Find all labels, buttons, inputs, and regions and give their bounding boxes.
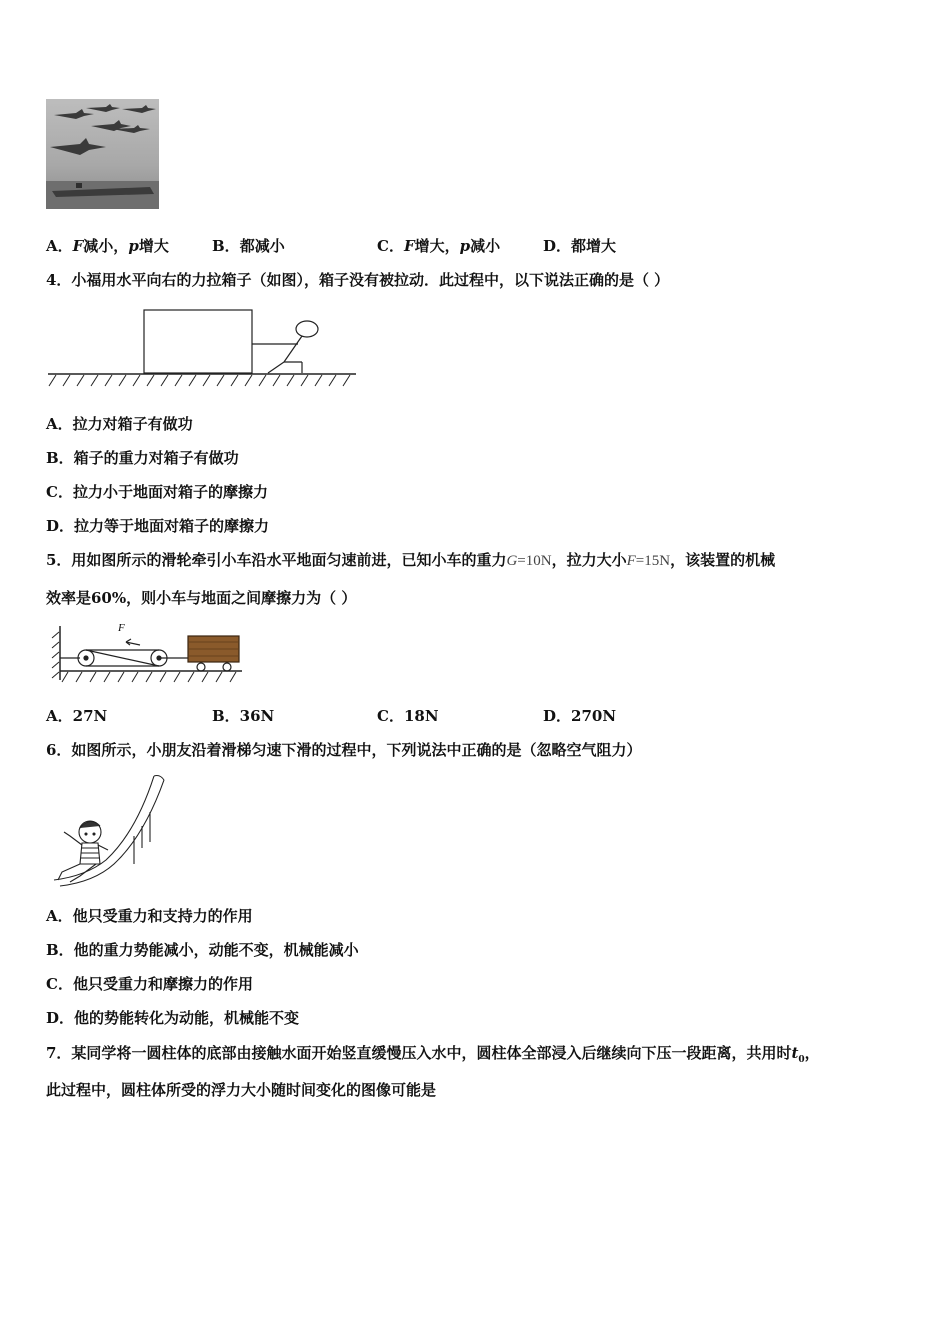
q5-option-a: A．27N <box>46 707 108 725</box>
q4-option-a: A．拉力对箱子有做功 <box>46 415 193 433</box>
q5-stem-line1: 5．用如图所示的滑轮牵引小车沿水平地面匀速前进，已知小车的重力G=10N，拉力大小F=15N，该装置的机械 <box>46 551 776 569</box>
aircraft-photo <box>46 99 159 209</box>
q5-option-c: C．18N <box>377 707 439 725</box>
q7-stem-line2: 此过程中，圆柱体所受的浮力大小随时间变化的图像可能是 <box>46 1081 437 1099</box>
q6-stem: 6．如图所示，小朋友沿着滑梯匀速下滑的过程中，下列说法中正确的是（忽略空气阻力） <box>46 741 642 759</box>
q4-stem: 4．小福用水平向右的力拉箱子（如图），箱子没有被拉动．此过程中，以下说法正确的是（ ） <box>46 271 670 289</box>
q5-stem-line2: 效率是60%，则小车与地面之间摩擦力为（ ） <box>46 589 357 607</box>
q3-option-b: B．都减小 <box>212 237 285 255</box>
slide-child-figure <box>46 772 168 890</box>
q3-option-d: D．都增大 <box>543 237 617 255</box>
q5-option-b: B．36N <box>212 707 275 725</box>
q6-option-c: C．他只受重力和摩擦力的作用 <box>46 975 253 993</box>
q4-option-b: B．箱子的重力对箱子有做功 <box>46 449 239 467</box>
pulley-force-label: F <box>118 622 125 634</box>
box-pull-figure <box>46 306 358 394</box>
q6-option-b: B．他的重力势能减小，动能不变，机械能减小 <box>46 941 359 959</box>
q6-option-d: D．他的势能转化为动能，机械能不变 <box>46 1009 300 1027</box>
q3-option-c: C．F增大，p减小 <box>377 237 501 255</box>
pulley-cart-figure <box>46 620 242 690</box>
q4-option-d: D．拉力等于地面对箱子的摩擦力 <box>46 517 270 535</box>
q4-option-c: C．拉力小于地面对箱子的摩擦力 <box>46 483 268 501</box>
q5-option-d: D．270N <box>543 707 617 725</box>
q6-option-a: A．他只受重力和支持力的作用 <box>46 907 253 925</box>
q3-option-a: A．F减小，p增大 <box>46 237 169 255</box>
q7-stem-line1: 7．某同学将一圆柱体的底部由接触水面开始竖直缓慢压入水中，圆柱体全部浸入后继续向下压一段距离，共用时$t_0$， <box>46 1044 820 1065</box>
